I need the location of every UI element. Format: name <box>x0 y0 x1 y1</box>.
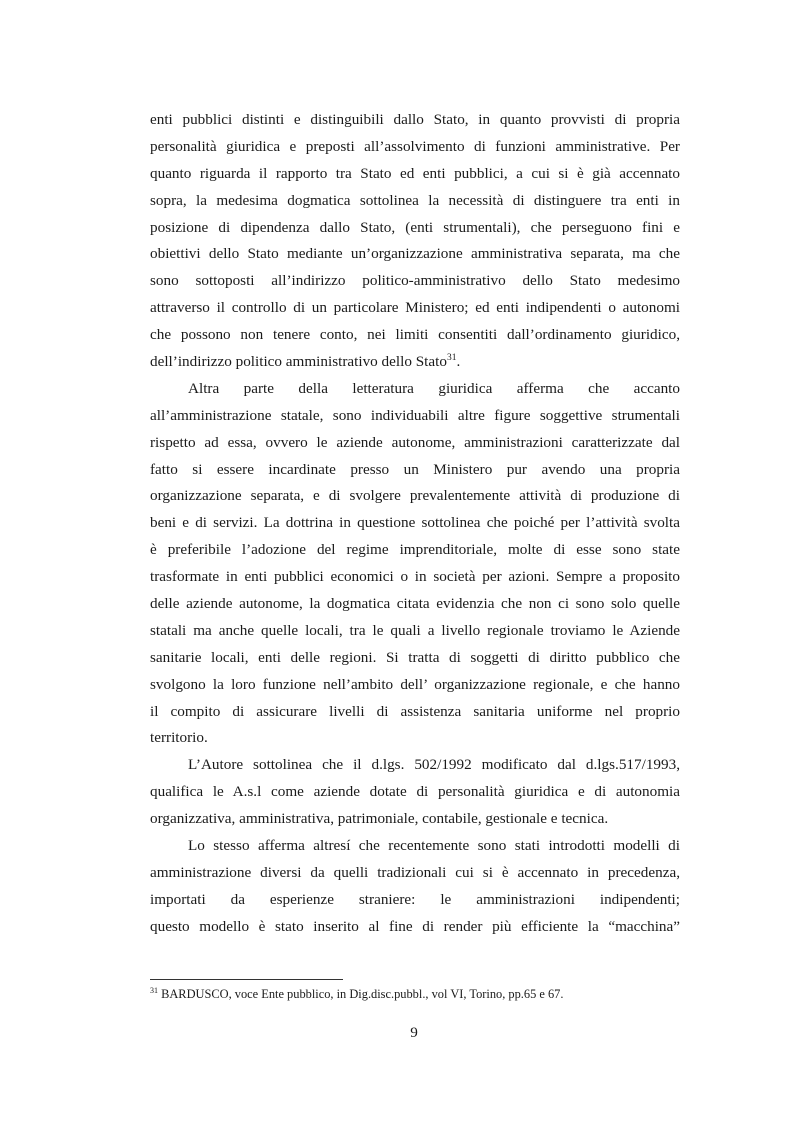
text-line: statali ma anche quelle locali, tra le quali a livello regionale troviamo le Aziende <box>150 621 680 639</box>
text-line: attraverso il controllo di un particolare Ministero; ed enti indipendenti o autonomi <box>150 299 680 317</box>
text-line: questo modello è stato inserito al fine di render più efficiente la “macchina” <box>150 917 680 935</box>
text-line: Lo stesso afferma altresí che recentemente sono stati introdotti modelli di <box>188 837 680 855</box>
text-line: delle aziende autonome, la dogmatica citata evidenzia che non ci sono solo quelle <box>150 595 680 613</box>
text-line: all’amministrazione statale, sono individuabili altre figure soggettive strumentali <box>150 406 680 424</box>
paragraph-1 <box>150 107 680 376</box>
text-line: organizzativa, amministrativa, patrimoniale, contabile, gestionale e tecnica. <box>150 810 609 828</box>
footnote-number: 31 <box>150 985 158 995</box>
body-text <box>150 107 680 941</box>
text-line: importati da esperienze straniere: le amministrazioni indipendenti; <box>150 890 680 908</box>
paragraph-2 <box>150 376 680 752</box>
paragraph-4 <box>150 833 680 941</box>
footnote <box>150 986 690 1002</box>
footnote-separator <box>150 979 343 980</box>
text-line: quanto riguarda il rapporto tra Stato ed enti pubblici, a cui si è già accennato <box>150 164 680 182</box>
footnote-text: BARDUSCO, voce Ente pubblico, in Dig.disc.pubbl., vol VI, Torino, pp.65 e 67. <box>158 987 564 1001</box>
text-line: obiettivi dello Stato mediante un’organizzazione amministrativa separata, ma che <box>150 245 680 263</box>
page-number: 9 <box>410 1024 418 1041</box>
text-fragment: . <box>456 353 461 371</box>
text-line: è preferibile l’adozione del regime imprenditoriale, molte di esse sono state <box>150 541 680 559</box>
text-line: svolgono la loro funzione nell’ambito dell’ organizzazione regionale, e che hanno <box>150 675 680 693</box>
text-line: organizzazione separata, e di svolgere prevalentemente attività di produzione di <box>150 487 680 505</box>
text-line: rispetto ad essa, ovvero le aziende autonome, amministrazioni caratterizzate dal <box>150 433 680 451</box>
text-line: trasformate in enti pubblici economici o in società per azioni. Sempre a proposito <box>150 568 680 586</box>
text-line: sanitarie locali, enti delle regioni. Si tratta di soggetti di diritto pubblico che <box>150 648 680 666</box>
paragraph-3 <box>150 752 680 833</box>
text-line: posizione di dipendenza dallo Stato, (enti strumentali), che perseguono fini e <box>150 218 680 236</box>
text-line <box>150 349 680 376</box>
text-line: beni e di servizi. La dottrina in questione sottolinea che poiché per l’attività svolta <box>150 514 680 532</box>
text-line: sopra, la medesima dogmatica sottolinea la necessità di distinguere tra enti in <box>150 191 680 209</box>
text-line: che possono non tenere conto, nei limiti consentiti dall’ordinamento giuridico, <box>150 326 680 344</box>
text-line: fatto si essere incardinate presso un Ministero pur avendo una propria <box>150 460 680 478</box>
text-line: personalità giuridica e preposti all’assolvimento di funzioni amministrative. Per <box>150 137 680 155</box>
text-line: territorio. <box>150 729 208 747</box>
text-line: enti pubblici distinti e distinguibili dallo Stato, in quanto provvisti di propria <box>150 111 680 128</box>
text-line: il compito di assicurare livelli di assistenza sanitaria uniforme nel proprio <box>150 702 680 720</box>
text-line: L’Autore sottolinea che il d.lgs. 502/1992 modificato dal d.lgs.517/1993, <box>188 756 680 774</box>
text-line: Altra parte della letteratura giuridica afferma che accanto <box>188 379 680 397</box>
text-line: sono sottoposti all’indirizzo politico-amministrativo dello Stato medesimo <box>150 272 680 290</box>
text-fragment: dell’indirizzo politico amministrativo dello Stato <box>150 353 447 371</box>
text-line: qualifica le A.s.l come aziende dotate di personalità giuridica e di autonomia <box>150 783 680 801</box>
text-line: amministrazione diversi da quelli tradizionali cui si è accennato in precedenza, <box>150 863 680 881</box>
footnote-reference[interactable]: 31 <box>446 352 457 363</box>
